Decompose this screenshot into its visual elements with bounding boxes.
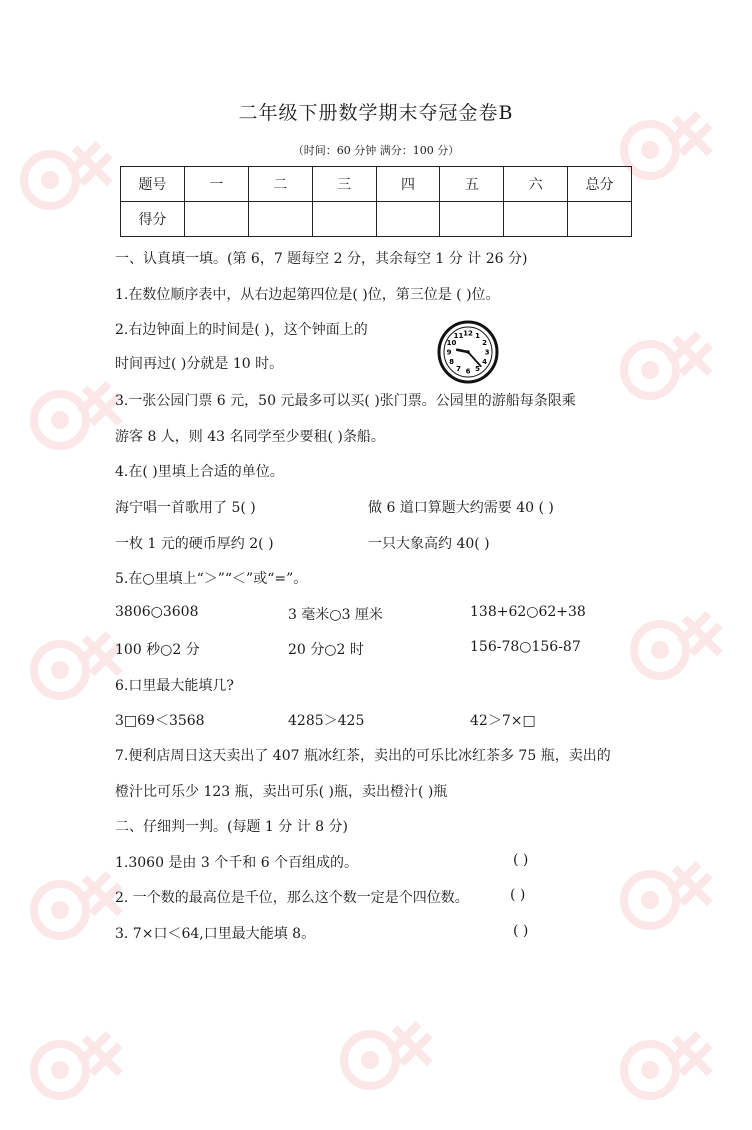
- clock-number: 4: [482, 358, 487, 366]
- score-header-cell: 总分: [568, 167, 632, 202]
- clock-number: 11: [453, 332, 464, 340]
- question-5-c: 138+62○62+38: [470, 604, 586, 620]
- question-5-e: 20 分○2 时: [288, 642, 364, 658]
- judge-1: 1.3060 是由 3 个千和 6 个百组成的。: [115, 855, 359, 871]
- question-4-a: 海宁唱一首歌用了 5( ): [115, 500, 256, 516]
- judge-3: 3. 7×口＜64,口里最大能填 8。: [115, 926, 316, 942]
- question-7-line-1: 7.便利店周日这天卖出了 407 瓶冰红茶，卖出的可乐比冰红茶多 75 瓶，卖出的: [115, 748, 611, 764]
- watermark-logo: [330, 990, 460, 1120]
- score-blank-cell[interactable]: [312, 202, 376, 237]
- question-2-line-1: 2.右边钟面上的时间是( )，这个钟面上的: [115, 322, 368, 338]
- question-1: 1.在数位顺序表中，从右边起第四位是( )位，第三位是 ( )位。: [115, 287, 500, 303]
- score-blank-cell[interactable]: [504, 202, 568, 237]
- question-5-b: 3 毫米○3 厘米: [288, 607, 383, 623]
- question-6-b: 4285＞425: [288, 713, 365, 729]
- score-table: [120, 166, 632, 237]
- clock-number: 6: [465, 367, 471, 376]
- score-blank-cell[interactable]: [248, 202, 312, 237]
- question-4-d: 一只大象高约 40( ): [368, 536, 490, 552]
- score-header-cell: 六: [504, 167, 568, 202]
- question-5-a: 3806○3608: [115, 604, 199, 620]
- watermark-logo: [20, 1000, 150, 1130]
- score-header-cell: 四: [376, 167, 440, 202]
- question-4: 4.在( )里填上合适的单位。: [115, 464, 284, 480]
- question-7-line-2: 橙汁比可乐少 123 瓶，卖出可乐( )瓶，卖出橙汁( )瓶: [115, 784, 448, 800]
- question-2-line-2: 时间再过( )分就是 10 时。: [115, 356, 284, 372]
- clock-number: 8: [449, 358, 454, 366]
- clock-number: 9: [446, 348, 452, 357]
- score-header-cell: 一: [184, 167, 248, 202]
- watermark-logo: [610, 300, 740, 430]
- score-row-label: 得分: [121, 202, 185, 237]
- score-header-cell: 五: [440, 167, 504, 202]
- score-blank-cell[interactable]: [568, 202, 632, 237]
- question-5: 5.在○里填上“＞”“＜”或“=”。: [115, 571, 308, 587]
- judge-2: 2. 一个数的最高位是千位，那么这个数一定是个四位数。: [115, 890, 469, 906]
- question-4-b: 做 6 道口算题大约需要 40 ( ): [368, 500, 554, 516]
- watermark-logo: [610, 830, 740, 960]
- clock-number: 1: [475, 332, 480, 340]
- page-subtitle: （时间：60 分钟 满分：100 分）: [292, 144, 460, 157]
- clock-number: 5: [475, 365, 480, 373]
- score-header-cell: 二: [248, 167, 312, 202]
- section-2-heading: 二、仔细判一判。(每题 1 分 计 8 分): [115, 819, 348, 835]
- score-blank-cell[interactable]: [184, 202, 248, 237]
- question-4-c: 一枚 1 元的硬币厚约 2( ): [115, 536, 274, 552]
- question-5-d: 100 秒○2 分: [115, 642, 200, 658]
- score-blank-cell[interactable]: [376, 202, 440, 237]
- judge-1-answer-box[interactable]: ( ): [513, 852, 529, 868]
- page-title: 二年级下册数学期末夺冠金卷B: [238, 102, 514, 124]
- clock-center-pin: [466, 350, 470, 354]
- score-table-score-row: [121, 202, 632, 237]
- score-header-cell: 题号: [121, 167, 185, 202]
- clock-face: [437, 318, 499, 384]
- watermark-logo: [620, 580, 750, 710]
- score-table-header-row: [121, 167, 632, 202]
- question-5-f: 156-78○156-87: [470, 639, 581, 655]
- question-6-c: 42＞7×□: [470, 713, 536, 729]
- clock-number: 12: [463, 329, 473, 338]
- clock-number: 10: [446, 339, 457, 347]
- score-blank-cell[interactable]: [440, 202, 504, 237]
- clock-number: 3: [484, 348, 490, 357]
- question-3-line-1: 3.一张公园门票 6 元，50 元最多可以买( )张门票。公园里的游船每条限乘: [115, 393, 576, 409]
- section-1-heading: 一、认真填一填。(第 6，7 题每空 2 分，其余每空 1 分 计 26 分): [115, 251, 528, 267]
- clock-number: 2: [482, 339, 487, 347]
- question-3-line-2: 游客 8 人，则 43 名同学至少要租( )条船。: [115, 429, 385, 445]
- watermark-logo: [610, 1000, 740, 1130]
- question-6: 6.口里最大能填几?: [115, 678, 234, 694]
- clock-number: 7: [456, 365, 461, 373]
- question-6-a: 3□69＜3568: [115, 713, 205, 729]
- judge-2-answer-box[interactable]: ( ): [510, 887, 526, 903]
- judge-3-answer-box[interactable]: ( ): [513, 923, 529, 939]
- score-header-cell: 三: [312, 167, 376, 202]
